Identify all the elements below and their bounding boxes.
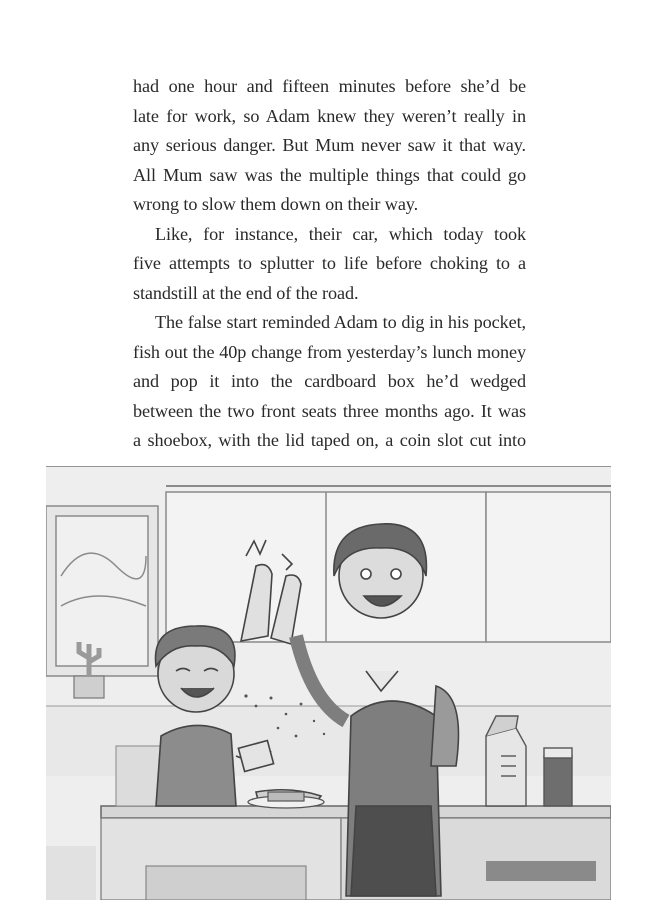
text-line: between the two front seats three months ago. It was [133, 400, 526, 421]
kitchen-high-five-illustration [46, 466, 611, 900]
text-line: standstill at the end of the road. [133, 282, 359, 303]
text-line: The false start reminded Adam to dig in his pocket, [155, 312, 526, 332]
text-line: Like, for instance, their car, which today took [155, 223, 526, 244]
juice-glass [544, 748, 572, 806]
text-line: had one hour and fifteen minutes before she’d be [133, 76, 526, 96]
text-line: fish out the 40p change from yesterday’s lunch money [133, 341, 526, 362]
body-text [133, 72, 526, 456]
text-line: a shoebox, with the lid taped on, a coin slot cut into [133, 430, 526, 450]
paragraph-2 [133, 220, 526, 309]
text-line: and pop it into the cardboard box he’d wedged [133, 371, 526, 391]
shadow-speckle [46, 846, 96, 900]
text-line: wrong to slow them down on their way. [133, 194, 419, 214]
text-line: five attempts to splutter to life before choking to a [133, 253, 526, 273]
paragraph-3 [133, 308, 526, 456]
text-line: late for work, so Adam knew they weren’t really in [133, 105, 526, 126]
paragraph-1 [133, 72, 526, 220]
sandwich [268, 792, 304, 801]
text-line: All Mum saw was the multiple things that could go [133, 164, 526, 185]
text-line: any serious danger. But Mum never saw it that way. [133, 135, 526, 155]
window-frame [46, 506, 158, 676]
